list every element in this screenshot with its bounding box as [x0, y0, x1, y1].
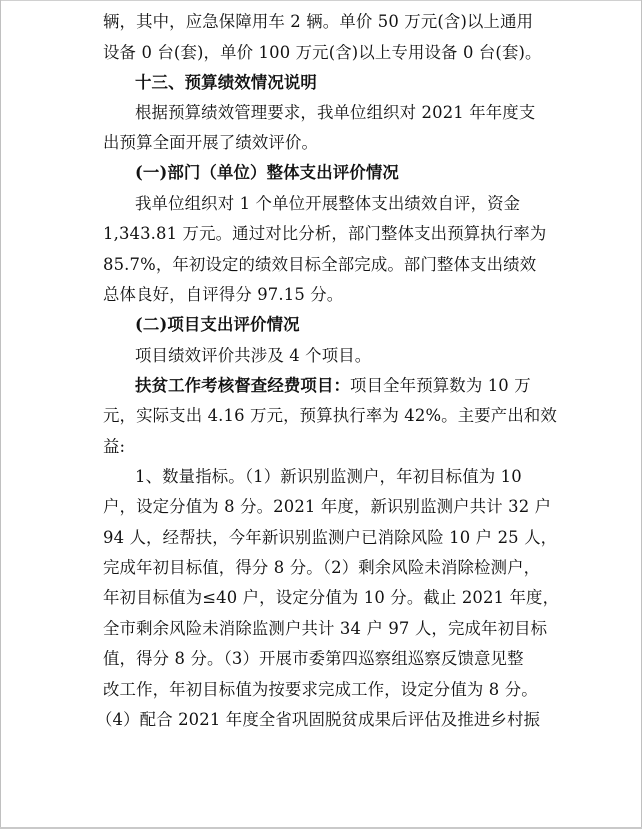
project-text: 项目全年预算数为 10 万 [350, 376, 531, 395]
project-name: 扶贫工作考核督查经费项目： [135, 376, 351, 395]
page-border-left [0, 0, 1, 829]
text-line-22: 值，得分 8 分。（3）开展市委第四巡察组巡察反馈意见整 [103, 649, 524, 668]
text-line-20: 年初目标值为≤40 户，设定分值为 10 分。截止 2021 年度， [103, 588, 560, 607]
text-line-17: 户，设定分值为 8 分。2021 年度，新识别监测户共计 32 户 [103, 497, 552, 516]
text-line-21: 全市剩余风险未消除监测户共计 34 户 97 人，完成年初目标 [103, 619, 548, 638]
section-heading-13: 十三、预算绩效情况说明 [135, 73, 317, 92]
text-line-9: 85.7%，年初设定的绩效目标全部完成。部门整体支出绩效 [103, 255, 537, 274]
subheading-2: (二)项目支出评价情况 [135, 315, 300, 334]
text-line-7: 我单位组织对 1 个单位开展整体支出绩效自评，资金 [135, 194, 521, 213]
text-line-18: 94 人，经帮扶，今年新识别监测户已消除风险 10 户 25 人， [103, 528, 558, 547]
text-line-15: 益: [103, 437, 126, 456]
text-line-2: 设备 0 台(套)，单价 100 万元(含)以上专用设备 0 台(套)。 [103, 43, 542, 62]
text-line-4: 根据预算绩效管理要求，我单位组织对 2021 年年度支 [135, 103, 536, 122]
text-line-24: （4）配合 2021 年度全省巩固脱贫成果后评估及推进乡村振 [96, 710, 541, 729]
text-line-12: 项目绩效评价共涉及 4 个项目。 [135, 346, 372, 365]
text-line-14: 元，实际支出 4.16 万元，预算执行率为 42%。主要产出和效 [103, 406, 557, 425]
project-paragraph-start [135, 376, 531, 396]
text-line-16: 1、数量指标。（1）新识别监测户，年初目标值为 10 [135, 467, 522, 486]
text-line-5: 出预算全面开展了绩效评价。 [103, 133, 319, 152]
page-border-top [0, 0, 642, 1]
subheading-1: (一)部门（单位）整体支出评价情况 [135, 163, 399, 182]
text-line-19: 完成年初目标值，得分 8 分。（2）剩余风险未消除检测户， [103, 558, 541, 577]
text-line-10: 总体良好，自评得分 97.15 分。 [103, 285, 344, 304]
text-line-1: 辆，其中，应急保障用车 2 辆。单价 50 万元(含)以上通用 [103, 12, 534, 31]
text-line-23: 改工作，年初目标值为按要求完成工作，设定分值为 8 分。 [103, 680, 538, 699]
text-line-8: 1,343.81 万元。通过对比分析，部门整体支出预算执行率为 [103, 224, 547, 243]
